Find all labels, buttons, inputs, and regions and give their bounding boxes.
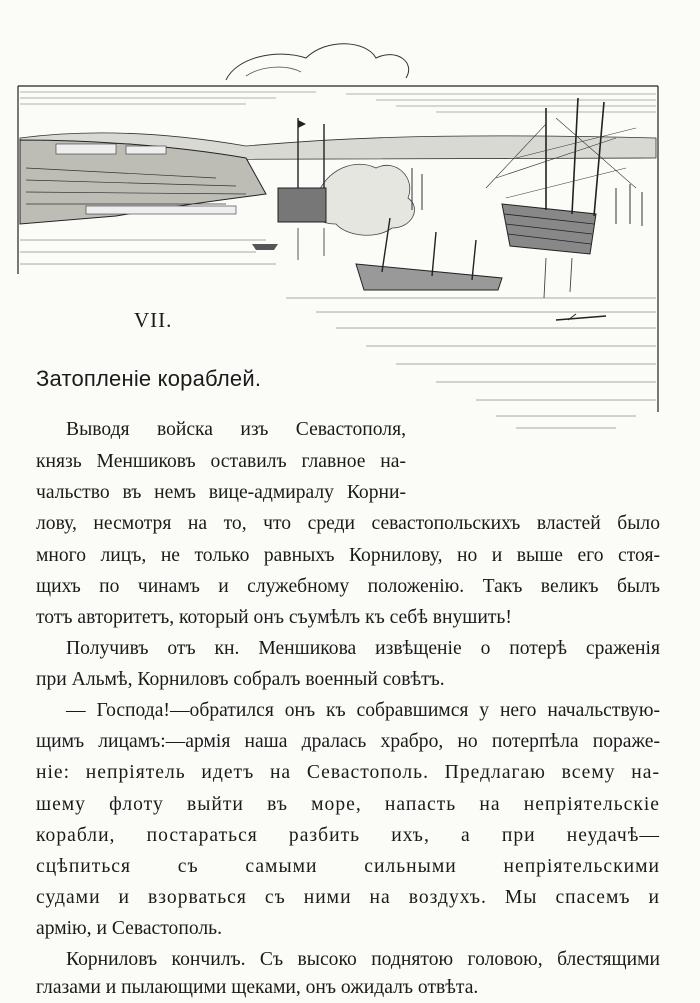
text-line: тотъ авторитетъ, который онъ съумѣлъ къ себѣ внушить! xyxy=(36,607,512,628)
text-line: Корниловъ кончилъ. Съ высоко поднятою головою, блестящими xyxy=(66,949,660,970)
text-line: шему флоту выйти въ море, напасть на непріятельскіе xyxy=(36,794,660,815)
text-line: ніе: непріятель идетъ на Севастополь. Предлагаю всему на- xyxy=(36,762,660,783)
text-line: князь Меншиковъ оставилъ главное на- xyxy=(36,451,406,472)
text-line: — Господа!—обратился онъ къ собравшимся у него начальствую- xyxy=(66,700,660,721)
text-line: судами и взорваться съ ними на воздухъ. Мы спасемъ и xyxy=(36,887,660,908)
text-line: сцѣпиться съ самыми сильными непріятельскими xyxy=(36,856,660,877)
text-line: Выводя войска изъ Севастополя, xyxy=(66,419,406,440)
text-line: щихъ по чинамъ и служебному положенію. Такъ великъ былъ xyxy=(36,576,660,597)
text-line: корабли, постараться разбить ихъ, а при неудачѣ— xyxy=(36,825,660,846)
text-line: глазами и пылающими щеками, онъ ожидалъ отвѣта. xyxy=(36,977,479,998)
text-line: Получивъ отъ кн. Меншикова извѣщеніе о потерѣ сраженія xyxy=(66,638,660,659)
text-line: при Альмѣ, Корниловъ собралъ военный совѣтъ. xyxy=(36,669,445,690)
chapter-title: Затопленіе кораблей. xyxy=(36,366,262,391)
text-line: армію, и Севастополь. xyxy=(36,918,222,939)
chapter-number: VII. xyxy=(134,308,173,332)
text-line: лову, несмотря на то, что среди севастопольскихъ властей было xyxy=(36,513,660,534)
text-line: много лицъ, не только равныхъ Корнилову, но и выше его стоя- xyxy=(36,545,660,566)
text-line: щимъ лицамъ:—армія наша дралась храбро, но потерпѣла пораже- xyxy=(36,731,660,752)
text-line: чальство въ немъ вице-адмиралу Корни- xyxy=(36,482,406,503)
